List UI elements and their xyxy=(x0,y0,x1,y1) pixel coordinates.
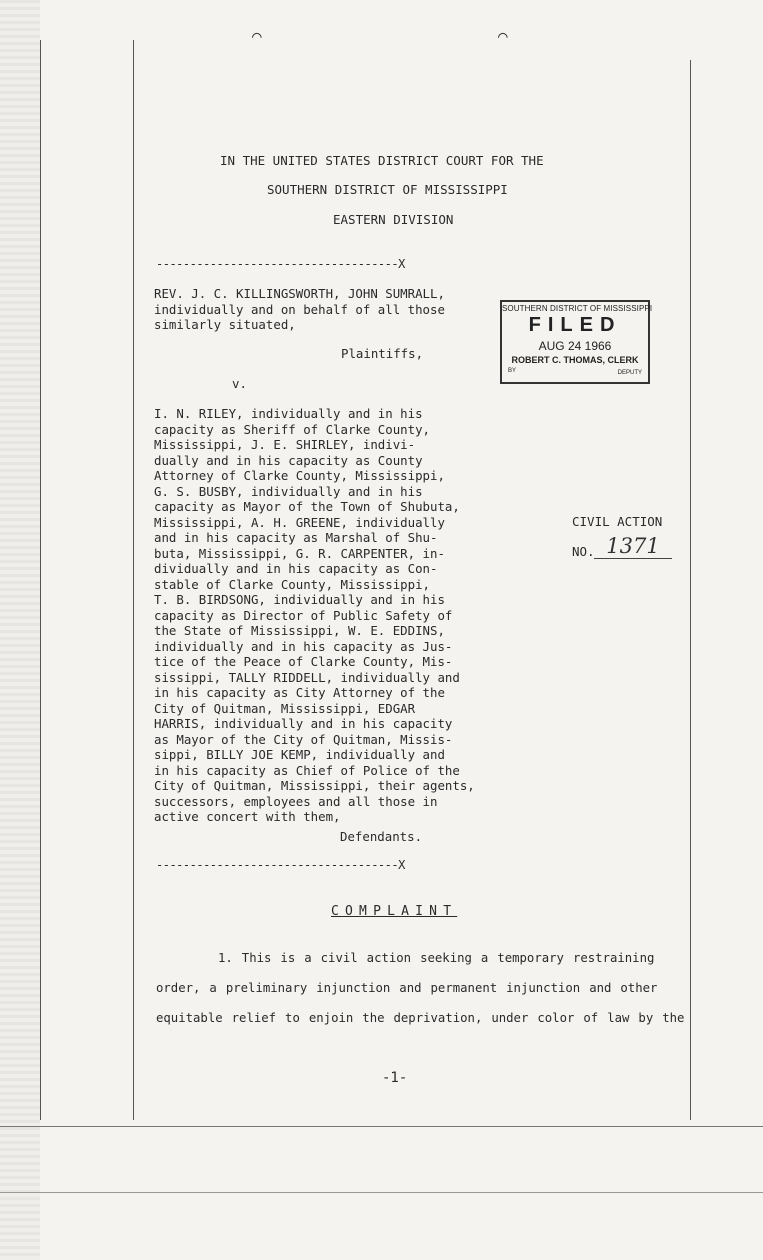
complaint-line: equitable relief to enjoin the deprivation, under color of law by the xyxy=(156,1011,685,1025)
defendant-line: G. S. BUSBY, individually and in his xyxy=(154,483,423,499)
court-line-3: EASTERN DIVISION xyxy=(333,212,454,227)
defendants-role: Defendants. xyxy=(340,829,423,844)
complaint-line: 1. This is a civil action seeking a temporary restraining xyxy=(218,951,655,965)
defendant-line: as Mayor of the City of Quitman, Missis- xyxy=(154,731,453,747)
defendant-line: City of Quitman, Mississippi, their agents, xyxy=(154,778,475,793)
defendant-line: sissippi, TALLY RIDDELL, individually and xyxy=(154,669,460,685)
defendant-line: Mississippi, A. H. GREENE, individually xyxy=(154,514,445,530)
bottom-rule xyxy=(0,1126,763,1127)
right-margin-rule xyxy=(690,60,691,1120)
scan-margin xyxy=(0,0,40,1260)
defendant-line: capacity as Sheriff of Clarke County, xyxy=(154,421,431,437)
defendant-line: successors, employees and all those in xyxy=(154,793,438,809)
left-margin-rule xyxy=(40,40,41,1120)
defendant-line: and in his capacity as Marshal of Shu- xyxy=(154,530,438,545)
defendant-line: active concert with them, xyxy=(154,809,341,824)
defendant-line: individually and in his capacity as Jus- xyxy=(154,638,453,654)
versus: v. xyxy=(232,376,247,391)
defendant-line: T. B. BIRDSONG, individually and in his xyxy=(154,592,445,607)
defendant-line: stable of Clarke County, Mississippi, xyxy=(154,576,431,592)
stamp-date: AUG 24 1966 xyxy=(538,339,612,353)
defendant-line: capacity as Mayor of the Town of Shubuta, xyxy=(154,499,460,514)
plaintiff-line: individually and on behalf of all those xyxy=(154,301,445,317)
defendant-line: HARRIS, individually and in his capacity xyxy=(154,716,453,731)
top-mark-right: ⌒ xyxy=(498,26,508,45)
stamp-court: SOUTHERN DISTRICT OF MISSISSIPPI xyxy=(502,304,653,313)
defendant-line: the State of Mississippi, W. E. EDDINS, xyxy=(154,623,445,638)
defendant-line: buta, Mississippi, G. R. CARPENTER, in- xyxy=(154,545,445,561)
separator-bottom: ------------------------------------X xyxy=(156,858,405,872)
plaintiff-line: REV. J. C. KILLINGSWORTH, JOHN SUMRALL, xyxy=(154,286,445,301)
case-number-value: 1371 xyxy=(594,534,672,559)
defendant-line: in his capacity as City Attorney of the xyxy=(154,685,445,700)
defendant-line: Mississippi, J. E. SHIRLEY, indivi- xyxy=(154,437,416,452)
court-line-2: SOUTHERN DISTRICT OF MISSISSIPPI xyxy=(267,182,508,197)
stamp-deputy: DEPUTY xyxy=(617,370,642,376)
stamp-clerk: ROBERT C. THOMAS, CLERK xyxy=(511,355,639,365)
defendant-line: sippi, BILLY JOE KEMP, individually and xyxy=(154,747,445,762)
plaintiff-line: similarly situated, xyxy=(154,317,296,332)
case-number-label: NO. xyxy=(572,544,595,559)
defendant-line: in his capacity as Chief of Police of the xyxy=(154,762,460,778)
filed-stamp xyxy=(500,300,653,384)
left-margin-rule-inner xyxy=(133,40,134,1120)
court-line-1: IN THE UNITED STATES DISTRICT COURT FOR THE xyxy=(220,153,544,168)
stamp-filed: FILED xyxy=(528,314,622,336)
top-mark-left: ⌒ xyxy=(252,26,262,45)
defendant-line: dually and in his capacity as County xyxy=(154,452,423,468)
page-number: -1- xyxy=(382,1070,408,1086)
defendant-line: City of Quitman, Mississippi, EDGAR xyxy=(154,700,416,716)
defendant-line: tice of the Peace of Clarke County, Mis- xyxy=(154,654,453,669)
civil-action-label: CIVIL ACTION xyxy=(572,514,663,529)
plaintiffs-role: Plaintiffs, xyxy=(341,346,424,361)
defendant-line: capacity as Director of Public Safety of xyxy=(154,607,453,623)
separator-top: ------------------------------------X xyxy=(156,257,405,271)
complaint-line: order, a preliminary injunction and permanent injunction and other xyxy=(156,981,658,995)
stamp-by: BY xyxy=(508,368,517,374)
defendant-line: dividually and in his capacity as Con- xyxy=(154,561,438,576)
complaint-title: COMPLAINT xyxy=(331,904,458,919)
defendant-line: Attorney of Clarke County, Mississippi, xyxy=(154,468,445,483)
defendant-line: I. N. RILEY, individually and in his xyxy=(154,406,423,421)
scan-bottom-rule xyxy=(0,1192,763,1193)
